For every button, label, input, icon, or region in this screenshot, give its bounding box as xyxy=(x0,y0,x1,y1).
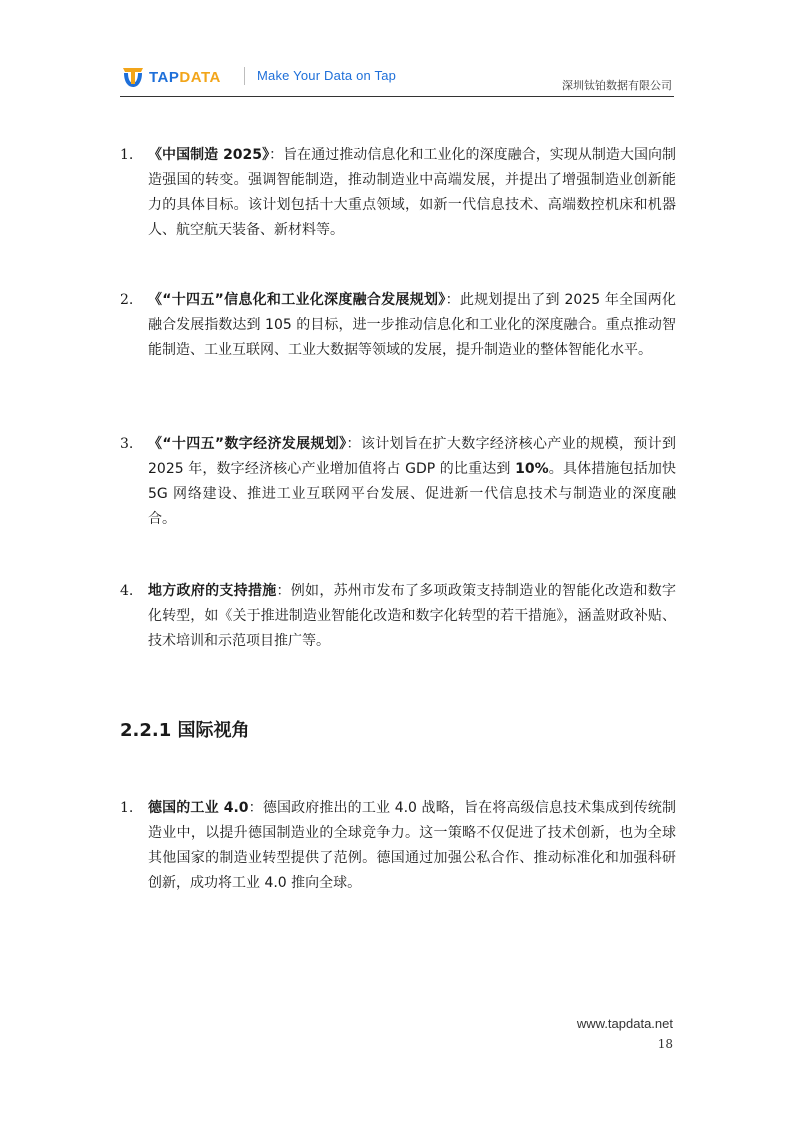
list-number: 3. xyxy=(120,436,134,452)
list-item xyxy=(120,432,676,532)
item-title: 《“十四五”信息化和工业化深度融合发展规划》 xyxy=(148,292,446,308)
list-number: 1. xyxy=(120,147,134,163)
header-slogan: Make Your Data on Tap xyxy=(257,68,397,83)
list-item xyxy=(120,796,676,896)
item-title: 德国的工业 4.0 xyxy=(148,800,249,816)
page-header xyxy=(120,62,674,97)
section-heading: 2.2.1 国际视角 xyxy=(120,720,250,741)
company-name: 深圳钛铂数据有限公司 xyxy=(562,79,672,92)
list-text xyxy=(148,288,676,363)
tapdata-logo-icon xyxy=(120,64,146,90)
page-number: 18 xyxy=(657,1037,673,1051)
list-text xyxy=(148,796,676,896)
item-title: 地方政府的支持措施 xyxy=(148,583,277,599)
list-item xyxy=(120,143,676,243)
item-title: 《中国制造 2025》 xyxy=(148,147,270,163)
list-text xyxy=(148,579,676,654)
item-body-highlight: 10% xyxy=(515,461,549,477)
list-number: 2. xyxy=(120,292,134,308)
item-body: ：旨在通过推动信息化和工业化的深度融合，实现从制造大国向制造强国的转变。强调智能制造，推动制造业中高端发展，并提出了增强制造业创新能力的具体目标。该计划包括十大重点领域，如新一代信息技术、高端数控机床和机器人、航空航天装备、新材料等。 xyxy=(148,147,677,238)
item-body: ：德国政府推出的工业 4.0 战略，旨在将高级信息技术集成到传统制造业中，以提升德国制造业的全球竞争力。这一策略不仅促进了技术创新，也为全球其他国家的制造业转型提供了范例。德国通过加强公私合作、推动标准化和加强科研创新，成功将工业 4.0 推向全球。 xyxy=(148,800,676,891)
tapdata-logo xyxy=(120,64,221,90)
item-body: ：此规划提出了到 2025 年全国两化融合发展指数达到 105 的目标，进一步推动信息化和工业化的深度融合。重点推动智能制造、工业互联网、工业大数据等领域的发展，提升制造业的整体智能化水平。 xyxy=(148,292,677,358)
item-title: 《“十四五”数字经济发展规划》 xyxy=(148,436,347,452)
list-number: 4. xyxy=(120,583,134,599)
list-item xyxy=(120,579,676,654)
item-body: 。具体措施包括加快 5G 网络建设、推进工业互联网平台发展、促进新一代信息技术与制造业的深度融合。 xyxy=(148,461,676,527)
header-separator xyxy=(244,67,245,85)
list-text xyxy=(148,143,676,243)
footer-url: www.tapdata.net xyxy=(576,1016,673,1031)
list-text xyxy=(148,432,676,532)
list-number: 1. xyxy=(120,800,134,816)
brand-name: TAPDATA xyxy=(149,68,221,86)
list-item xyxy=(120,288,676,363)
item-body: ：例如，苏州市发布了多项政策支持制造业的智能化改造和数字化转型，如《关于推进制造业智能化改造和数字化转型的若干措施》，涵盖财政补贴、技术培训和示范项目推广等。 xyxy=(148,583,676,649)
item-body: ：该计划旨在扩大数字经济核心产业的规模，预计到 2025 年，数字经济核心产业增加值将占 GDP 的比重达到 xyxy=(148,436,677,477)
